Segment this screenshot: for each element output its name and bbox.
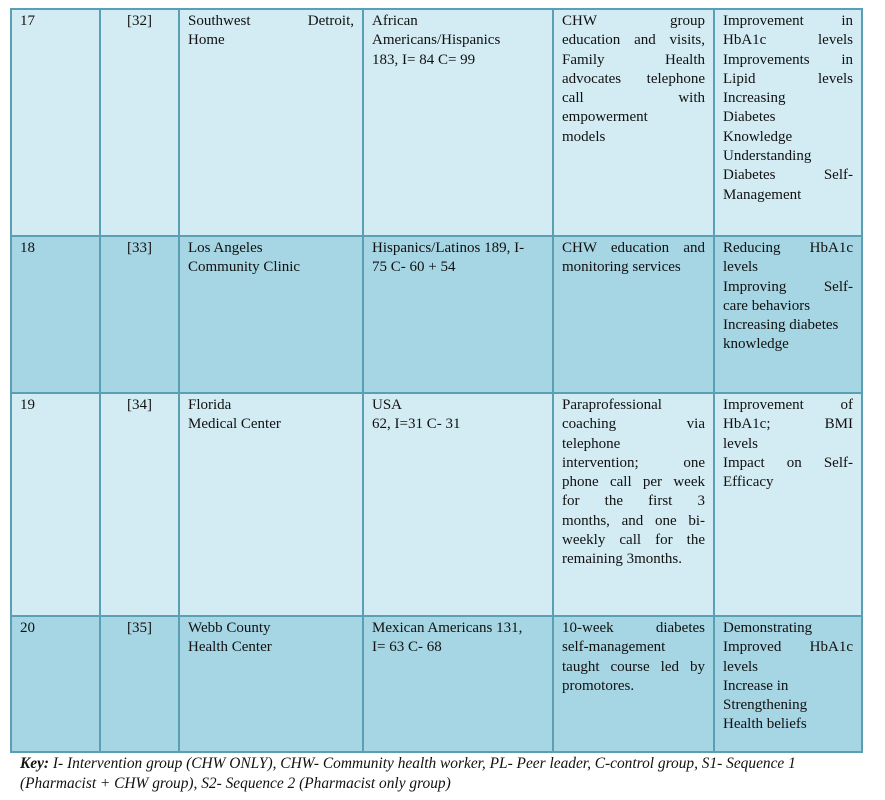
cell-line: phone call per week [562, 474, 705, 491]
cell-line: telephone [562, 435, 621, 452]
cell-line: Mexican Americans 131, [372, 620, 523, 636]
study-number-cell: 20 [11, 616, 100, 752]
cell-line: Knowledge [723, 128, 793, 145]
key-label: Key: [20, 755, 50, 772]
reference-cell: [34] [100, 393, 179, 616]
reference-cell: [35] [100, 616, 179, 752]
cell-line: education and visits, [562, 32, 705, 49]
reference-cell: [33] [100, 236, 179, 393]
cell-line: months, and one bi- [562, 512, 705, 529]
cell-line: I= 63 C- 68 [372, 639, 442, 656]
population-cell [363, 616, 553, 752]
cell-line: levels [723, 259, 758, 276]
outcome-cell [714, 9, 862, 236]
cell-line: taught course led by [562, 658, 705, 675]
cell-line: Diabetes [723, 109, 776, 126]
cell-line: Lipid levels [723, 70, 853, 87]
cell-line: Southwest Detroit, [188, 13, 354, 29]
intervention-cell [553, 9, 714, 236]
cell-line: Webb County [188, 620, 271, 636]
cell-line: Medical Center [188, 416, 281, 433]
cell-line: Paraprofessional [562, 397, 662, 413]
table-row [11, 393, 862, 616]
key-text: I- Intervention group (CHW ONLY), CHW- Community health worker, PL- Peer leader, C-control group, S1- Sequence 1 (Pharmacist + CHW group), S2- Sequence 2 (Pharmacist only group) [20, 755, 796, 792]
setting-cell [179, 9, 363, 236]
cell-line: 75 C- 60 + 54 [372, 259, 456, 276]
cell-line: Improvement of [723, 397, 853, 413]
cell-line: Strengthening [723, 697, 808, 714]
cell-line: weekly call for the [562, 532, 705, 549]
cell-line: remaining 3months. [562, 551, 682, 568]
intervention-cell [553, 616, 714, 752]
table-key-footnote [20, 754, 875, 793]
cell-line: Improved HbA1c [723, 639, 853, 656]
study-number-cell: 18 [11, 236, 100, 393]
cell-line: levels [723, 435, 758, 452]
cell-line: Family Health [562, 51, 705, 68]
cell-line: Americans/Hispanics [372, 32, 501, 49]
cell-line: Increase in [723, 677, 789, 694]
cell-line: CHW education and [562, 240, 705, 256]
cell-line: Improvements in [723, 51, 853, 68]
cell-line: 183, I= 84 C= 99 [372, 51, 476, 68]
cell-line: Home [188, 32, 225, 49]
cell-line: levels [723, 658, 758, 675]
cell-line: knowledge [723, 336, 789, 353]
reference-cell: [32] [100, 9, 179, 236]
cell-line: Demonstrating [723, 620, 813, 636]
cell-line: Health beliefs [723, 716, 807, 733]
population-cell [363, 236, 553, 393]
cell-line: Community Clinic [188, 259, 301, 276]
setting-cell [179, 616, 363, 752]
cell-line: African [372, 13, 418, 29]
outcome-cell [714, 236, 862, 393]
cell-line: Hispanics/Latinos 189, I- [372, 240, 525, 256]
cell-line: Understanding [723, 148, 812, 165]
cell-line: 62, I=31 C- 31 [372, 416, 461, 433]
setting-cell [179, 393, 363, 616]
cell-line: Health Center [188, 639, 272, 656]
table-row [11, 616, 862, 752]
cell-line: Improvement in [723, 13, 853, 29]
cell-line: call with [562, 90, 705, 107]
cell-line: Reducing HbA1c [723, 240, 853, 256]
population-cell [363, 9, 553, 236]
cell-line: HbA1c; BMI [723, 416, 853, 433]
cell-line: Diabetes Self- [723, 167, 853, 184]
cell-line: self-management [562, 639, 666, 656]
cell-line: advocates telephone [562, 70, 705, 87]
setting-cell [179, 236, 363, 393]
cell-line: Impact on Self- [723, 454, 853, 471]
cell-line: Los Angeles [188, 240, 263, 256]
study-number-cell: 19 [11, 393, 100, 616]
table-row [11, 9, 862, 236]
cell-line: USA [372, 397, 403, 413]
cell-line: HbA1c levels [723, 32, 853, 49]
cell-line: Efficacy [723, 474, 774, 491]
study-number-cell: 17 [11, 9, 100, 236]
cell-line: CHW group [562, 13, 705, 29]
cell-line: Florida [188, 397, 232, 413]
cell-line: intervention; one [562, 454, 705, 471]
cell-line: Increasing diabetes [723, 317, 839, 334]
outcome-cell [714, 616, 862, 752]
intervention-cell [553, 393, 714, 616]
cell-line: empowerment [562, 109, 648, 126]
intervention-cell [553, 236, 714, 393]
cell-line: promotores. [562, 677, 635, 694]
studies-table [10, 8, 863, 753]
population-cell [363, 393, 553, 616]
cell-line: Increasing [723, 90, 786, 107]
table-row [11, 236, 862, 393]
cell-line: coaching via [562, 416, 705, 433]
cell-line: for the first 3 [562, 493, 705, 510]
cell-line: care behaviors [723, 297, 811, 314]
cell-line: 10-week diabetes [562, 620, 705, 636]
outcome-cell [714, 393, 862, 616]
cell-line: monitoring services [562, 259, 681, 276]
cell-line: Management [723, 186, 802, 203]
cell-line: Improving Self- [723, 278, 853, 295]
cell-line: models [562, 128, 606, 145]
